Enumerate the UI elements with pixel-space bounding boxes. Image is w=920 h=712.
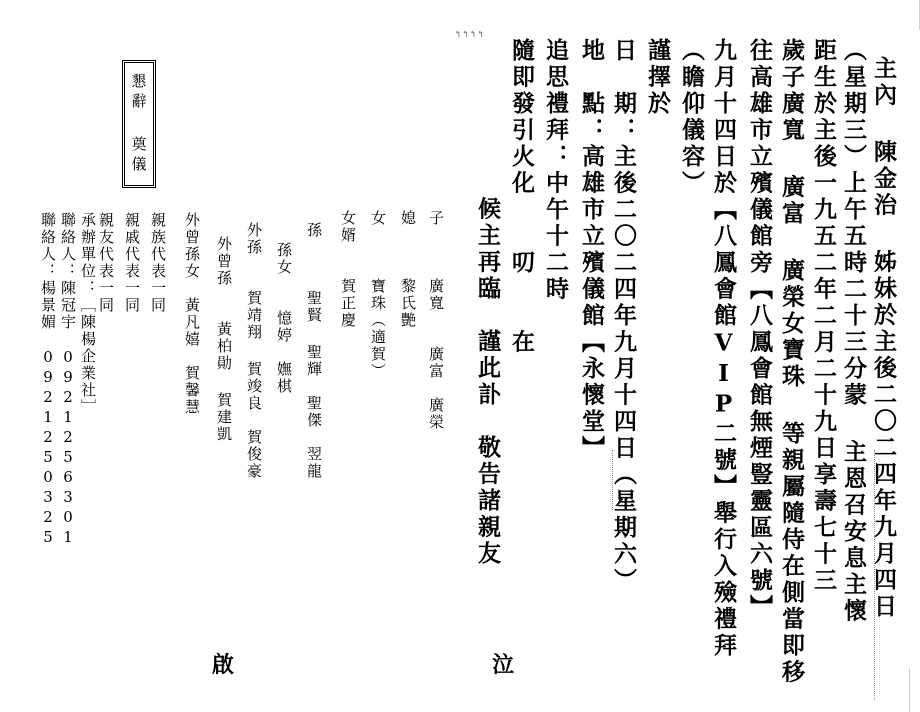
main-column-12: 隨即發引火化 叨 在: [508, 38, 535, 356]
family-column-6: 孫女 憶婷 嫵棋: [275, 242, 293, 395]
family-column-4: 女婿 賀正慶: [339, 210, 357, 329]
family-column-1: 子 廣寬 廣富 廣榮: [427, 210, 445, 431]
family-column-5: 孫 聖賢 聖輝 聖傑 翌龍: [305, 222, 323, 480]
main-column-1: 主內 陳金治 姊妹於主後二〇二四年九月四日: [870, 56, 897, 621]
main-column-3: 距生於主後一九五二年二月二十九日享壽七十三: [810, 38, 837, 595]
family-column-10: 親族代表一同: [149, 212, 167, 314]
page-edge-bottom: [909, 668, 920, 712]
main-column-7: （瞻仰儀容）: [678, 38, 705, 197]
main-column-2: （星期三）上午五時二十三分蒙 主恩召安息主懷: [840, 38, 867, 625]
main-column-10: 地 點：高雄市立殯儀館【永懷堂】: [578, 38, 605, 462]
family-column-15: 聯絡人：楊景媚 0921250325: [39, 212, 57, 548]
dotted-guide-line: [612, 450, 613, 510]
main-column-5: 往高雄市立殯儀館旁【八鳳會館無煙豎靈區六號】: [746, 38, 773, 621]
closing-right-char: 泣: [492, 652, 515, 678]
family-column-2: 媳 黎氏艷: [399, 210, 417, 329]
family-column-3: 女 寶珠（適賀）: [369, 210, 387, 380]
family-column-11: 親戚代表一同: [123, 212, 141, 314]
main-column-4: 歲子廣寬 廣富 廣榮女寶珠 等親屬隨侍在側當即移: [778, 38, 805, 686]
decline-gifts-label: 懇辭 奠儀: [122, 60, 156, 188]
family-column-12: 親友代表一同: [97, 212, 115, 314]
family-column-13: 承辦單位：［陳楊企業社］: [79, 212, 97, 416]
main-column-11: 追思禮拜：中午十二時: [542, 38, 569, 303]
main-column-9: 日 期：主後二〇二四年九月十四日（星期六）: [610, 38, 637, 595]
top-mark: ↰↰↰↰: [454, 30, 485, 40]
main-column-8: 謹擇於: [644, 38, 671, 118]
family-column-9: 外曾孫女 黃凡嬉 賀馨慧: [183, 212, 201, 416]
family-column-14: 聯絡人：陳冠宇 0921256301: [59, 212, 77, 548]
family-column-8: 外曾孫 黃柏勛 賀建凱: [215, 236, 233, 443]
main-column-6: 九月十四日於【八鳳會館VIP二號】舉行入殮禮拜: [710, 38, 737, 660]
family-column-7: 外孫 賀靖翔 賀竣良 賀俊豪: [245, 222, 263, 480]
dotted-guide-line: [874, 450, 875, 700]
main-column-13: 候主再臨 謹此訃 敬告諸親友: [474, 170, 501, 568]
closing-left-char: 啟: [212, 652, 235, 678]
